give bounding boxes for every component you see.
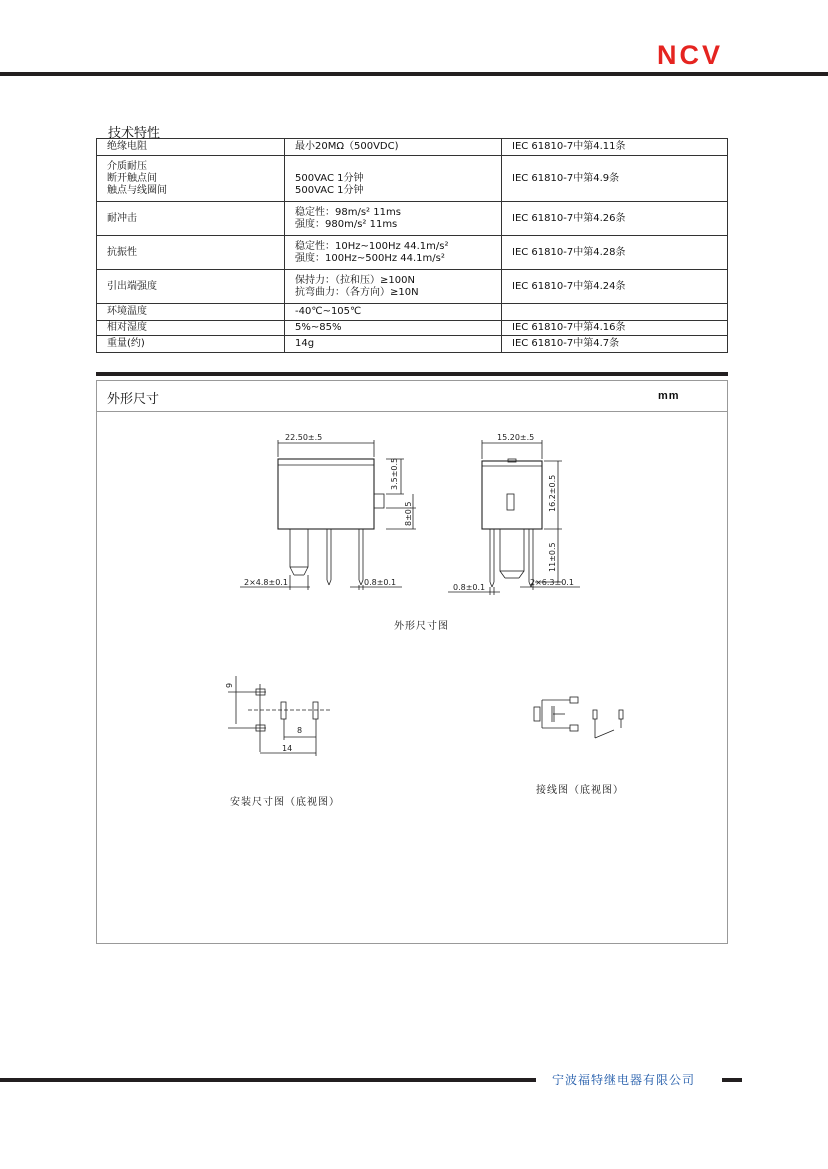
spec-value: 稳定性：98m/s² 11ms — [295, 206, 401, 218]
spec-value: 5%~85% — [295, 322, 342, 333]
dim-pin-side-thk: 0.8±0.1 — [453, 583, 486, 592]
spec-name: 绝缘电阻 — [107, 141, 147, 152]
spec-standard: IEC 61810-7中第4.28条 — [502, 236, 728, 270]
wiring-caption: 接线图（底视图） — [536, 785, 624, 796]
dimension-title: 外形尺寸 — [107, 392, 160, 407]
mount-caption: 安装尺寸图（底视图） — [230, 797, 340, 808]
spec-value: 强度：980m/s² 11ms — [295, 218, 398, 230]
spec-value: 保持力：（拉和压）≥100N — [295, 274, 415, 286]
outline-caption: 外形尺寸图 — [394, 621, 449, 632]
spec-standard: IEC 61810-7中第4.24条 — [502, 270, 728, 304]
dim-tab-height: 8±0.5 — [404, 501, 413, 526]
spec-name: 抗振性 — [107, 246, 137, 258]
side-view-drawing — [448, 440, 580, 595]
spec-name: 介质耐压 — [107, 160, 147, 172]
dim-side-width: 15.20±.5 — [497, 433, 535, 442]
spec-value: 抗弯曲力：（各方向）≥10N — [295, 286, 419, 298]
spec-standard: IEC 61810-7中第4.7条 — [502, 336, 728, 353]
spec-standard: IEC 61810-7中第4.11条 — [502, 139, 728, 156]
company-name: 宁波福特继电器有限公司 — [552, 1073, 696, 1087]
spec-value: 稳定性：10Hz~100Hz 44.1m/s² — [295, 240, 449, 252]
dim-pin-side: 2×6.3±0.1 — [530, 578, 574, 587]
spec-standard: IEC 61810-7中第4.9条 — [502, 156, 728, 202]
spec-name: 引出端强度 — [107, 280, 157, 292]
wiring-diagram — [534, 697, 623, 738]
dim-pin-front-thk: 0.8±0.1 — [364, 578, 397, 587]
spec-name: 重量(约) — [107, 338, 145, 349]
spec-name: 相对湿度 — [107, 322, 147, 333]
spec-name: 环境温度 — [107, 306, 147, 317]
ncv-logo: NCV — [657, 40, 724, 70]
dim-body-height: 16.2±0.5 — [548, 474, 557, 512]
dimension-unit: mm — [658, 390, 680, 402]
dim-pin-length: 11±0.5 — [548, 542, 557, 572]
dim-mount-span: 14 — [282, 744, 293, 753]
spec-name: 触点与线圈间 — [107, 184, 167, 196]
spec-value: 500VAC 1分钟 — [295, 173, 364, 184]
spec-standard: IEC 61810-7中第4.26条 — [502, 202, 728, 236]
spec-standard: IEC 61810-7中第4.16条 — [502, 321, 728, 336]
dim-pin-front: 2×4.8±0.1 — [244, 578, 288, 587]
spec-value: 14g — [295, 338, 315, 349]
spec-value: 强度：100Hz~500Hz 44.1m/s² — [295, 252, 445, 264]
spec-value: -40℃~105℃ — [295, 306, 362, 317]
dim-upper-height: 3.5±0.5 — [390, 457, 399, 490]
spec-section-title: 技术特性 — [108, 126, 161, 141]
dim-mount-pitch-h: 8 — [297, 726, 303, 735]
dim-front-width: 22.50±.5 — [285, 433, 323, 442]
spec-name: 耐冲击 — [107, 212, 137, 224]
spec-name: 断开触点间 — [107, 172, 157, 184]
dim-mount-pitch-v: 9 — [225, 682, 234, 688]
mount-diagram — [228, 676, 330, 756]
footer-rule — [0, 1078, 536, 1082]
spec-value: 500VAC 1分钟 — [295, 185, 364, 196]
spec-value: 最小20MΩ（500VDC) — [295, 141, 399, 152]
footer-dash — [722, 1078, 742, 1082]
